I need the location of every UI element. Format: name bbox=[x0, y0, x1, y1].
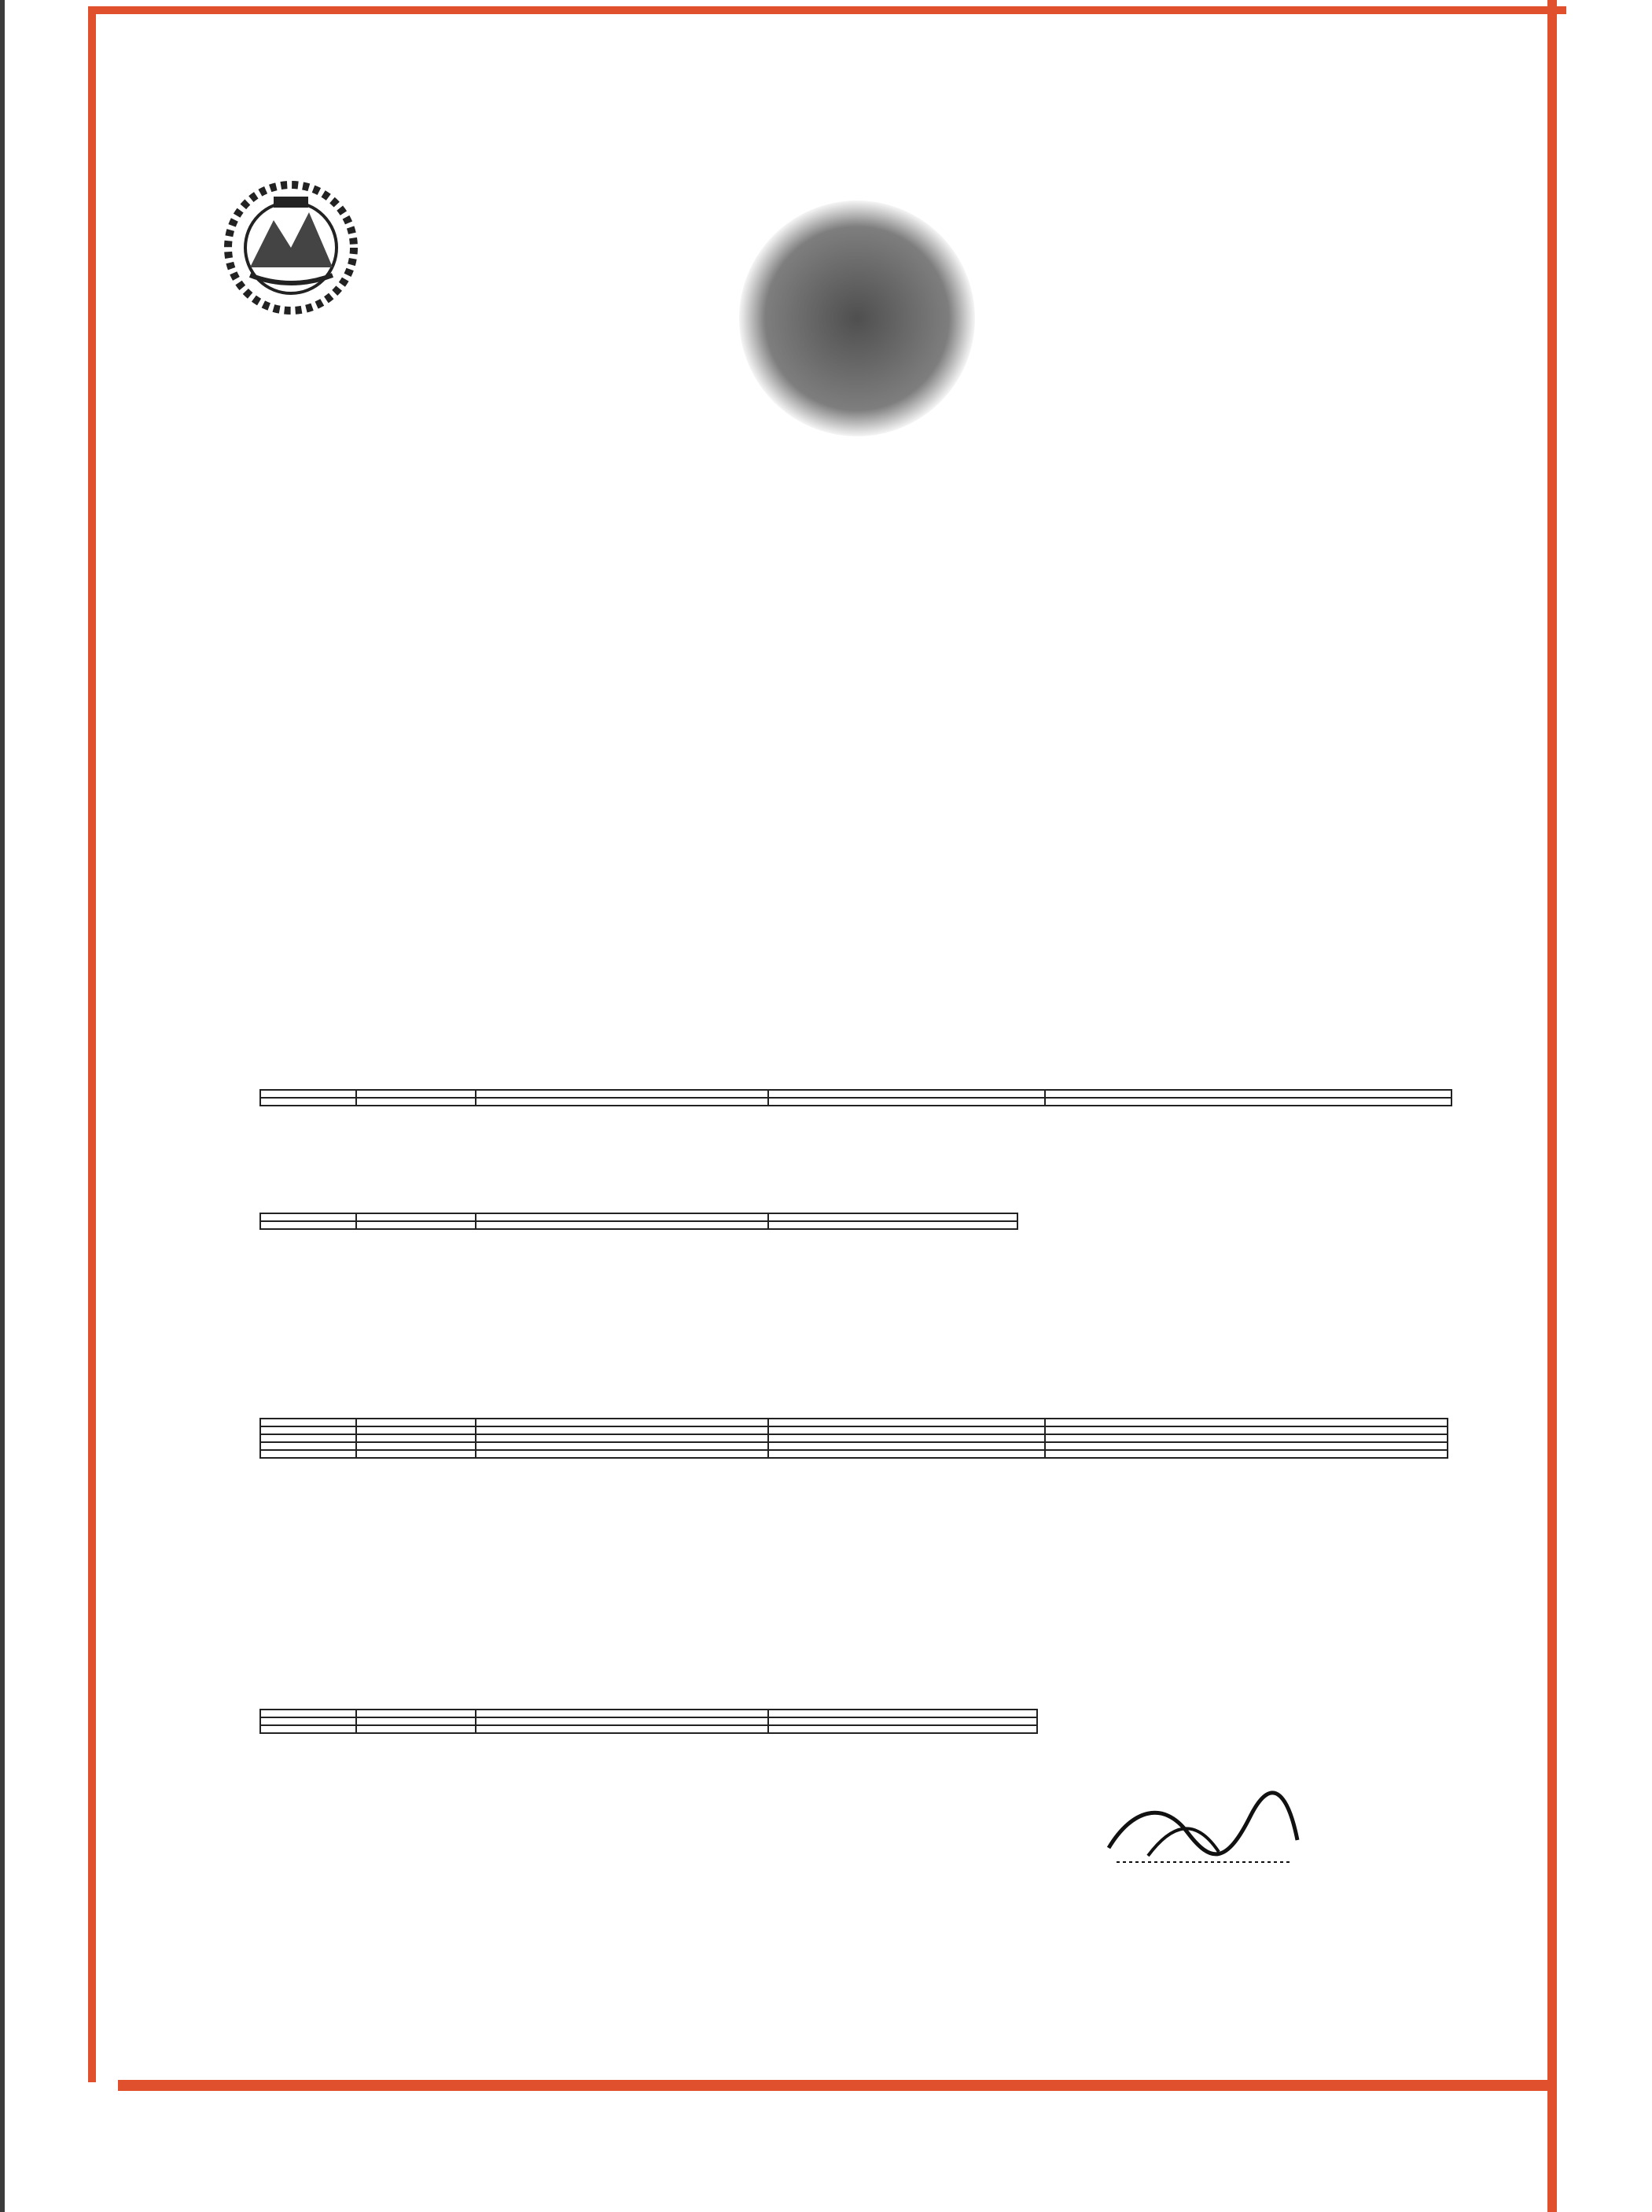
cell-name bbox=[476, 1426, 768, 1434]
cell-serial bbox=[260, 1725, 356, 1733]
scan-edge bbox=[0, 0, 5, 2212]
table-header-address bbox=[768, 1419, 1045, 1426]
frame-top-border bbox=[88, 6, 1566, 14]
cell-address bbox=[768, 1426, 1045, 1434]
table-header-serial bbox=[260, 1710, 356, 1717]
cell-roll bbox=[356, 1442, 476, 1450]
cell-name bbox=[476, 1221, 768, 1229]
signature-scribble bbox=[1101, 1785, 1305, 1872]
table-header-roll bbox=[356, 1090, 476, 1098]
table-row bbox=[260, 1442, 1448, 1450]
cell-serial bbox=[260, 1450, 356, 1458]
frame-right-border bbox=[1547, 0, 1557, 2212]
cell-serial bbox=[260, 1442, 356, 1450]
cell-office bbox=[1045, 1434, 1448, 1442]
table-header-name bbox=[476, 1419, 768, 1426]
table-row bbox=[260, 1717, 1037, 1725]
cell-office bbox=[1045, 1426, 1448, 1434]
table-row bbox=[260, 1098, 1451, 1106]
table-row bbox=[260, 1434, 1448, 1442]
table-header-serial bbox=[260, 1213, 356, 1221]
cell-name bbox=[476, 1434, 768, 1442]
cell-serial bbox=[260, 1221, 356, 1229]
table-header-name bbox=[476, 1213, 768, 1221]
cell-office bbox=[1045, 1442, 1448, 1450]
cell-address bbox=[768, 1442, 1045, 1450]
cell-address bbox=[768, 1434, 1045, 1442]
table-header-office bbox=[1045, 1090, 1451, 1098]
frame-bottom-border bbox=[118, 2080, 1549, 2091]
cell-name bbox=[476, 1442, 768, 1450]
cell-name bbox=[476, 1717, 768, 1725]
cell-roll bbox=[356, 1426, 476, 1434]
ad2-recommended-table bbox=[259, 1418, 1448, 1459]
table-header-roll bbox=[356, 1419, 476, 1426]
table-header-roll bbox=[356, 1710, 476, 1717]
cell-roll bbox=[356, 1725, 476, 1733]
cell-serial bbox=[260, 1098, 356, 1106]
office-stamp bbox=[739, 201, 975, 436]
cell-office bbox=[1045, 1098, 1451, 1106]
ad1-recommended-table bbox=[259, 1089, 1452, 1106]
cell-roll bbox=[356, 1717, 476, 1725]
cell-name bbox=[476, 1098, 768, 1106]
cell-address bbox=[768, 1450, 1045, 1458]
cell-serial bbox=[260, 1717, 356, 1725]
table-header-office bbox=[1045, 1419, 1448, 1426]
table-header-name bbox=[476, 1090, 768, 1098]
frame-left-border bbox=[88, 6, 96, 2082]
cell-name bbox=[476, 1450, 768, 1458]
table-header-address bbox=[768, 1710, 1037, 1717]
table-row bbox=[260, 1221, 1017, 1229]
table-header-roll bbox=[356, 1213, 476, 1221]
cell-serial bbox=[260, 1426, 356, 1434]
cell-address bbox=[768, 1725, 1037, 1733]
table-row bbox=[260, 1725, 1037, 1733]
cell-serial bbox=[260, 1434, 356, 1442]
table-row bbox=[260, 1426, 1448, 1434]
table-row bbox=[260, 1450, 1448, 1458]
cell-address bbox=[768, 1098, 1045, 1106]
table-header-name bbox=[476, 1710, 768, 1717]
table-header-address bbox=[768, 1090, 1045, 1098]
ad1-alternate-table bbox=[259, 1213, 1018, 1230]
cell-office bbox=[1045, 1450, 1448, 1458]
cell-roll bbox=[356, 1434, 476, 1442]
ad2-alternate-table bbox=[259, 1709, 1038, 1734]
table-header-address bbox=[768, 1213, 1017, 1221]
cell-roll bbox=[356, 1098, 476, 1106]
cell-name bbox=[476, 1725, 768, 1733]
table-header-serial bbox=[260, 1090, 356, 1098]
table-header-serial bbox=[260, 1419, 356, 1426]
cell-address bbox=[768, 1717, 1037, 1725]
cell-roll bbox=[356, 1450, 476, 1458]
cell-roll bbox=[356, 1221, 476, 1229]
government-emblem-icon bbox=[219, 173, 363, 322]
cell-address bbox=[768, 1221, 1017, 1229]
